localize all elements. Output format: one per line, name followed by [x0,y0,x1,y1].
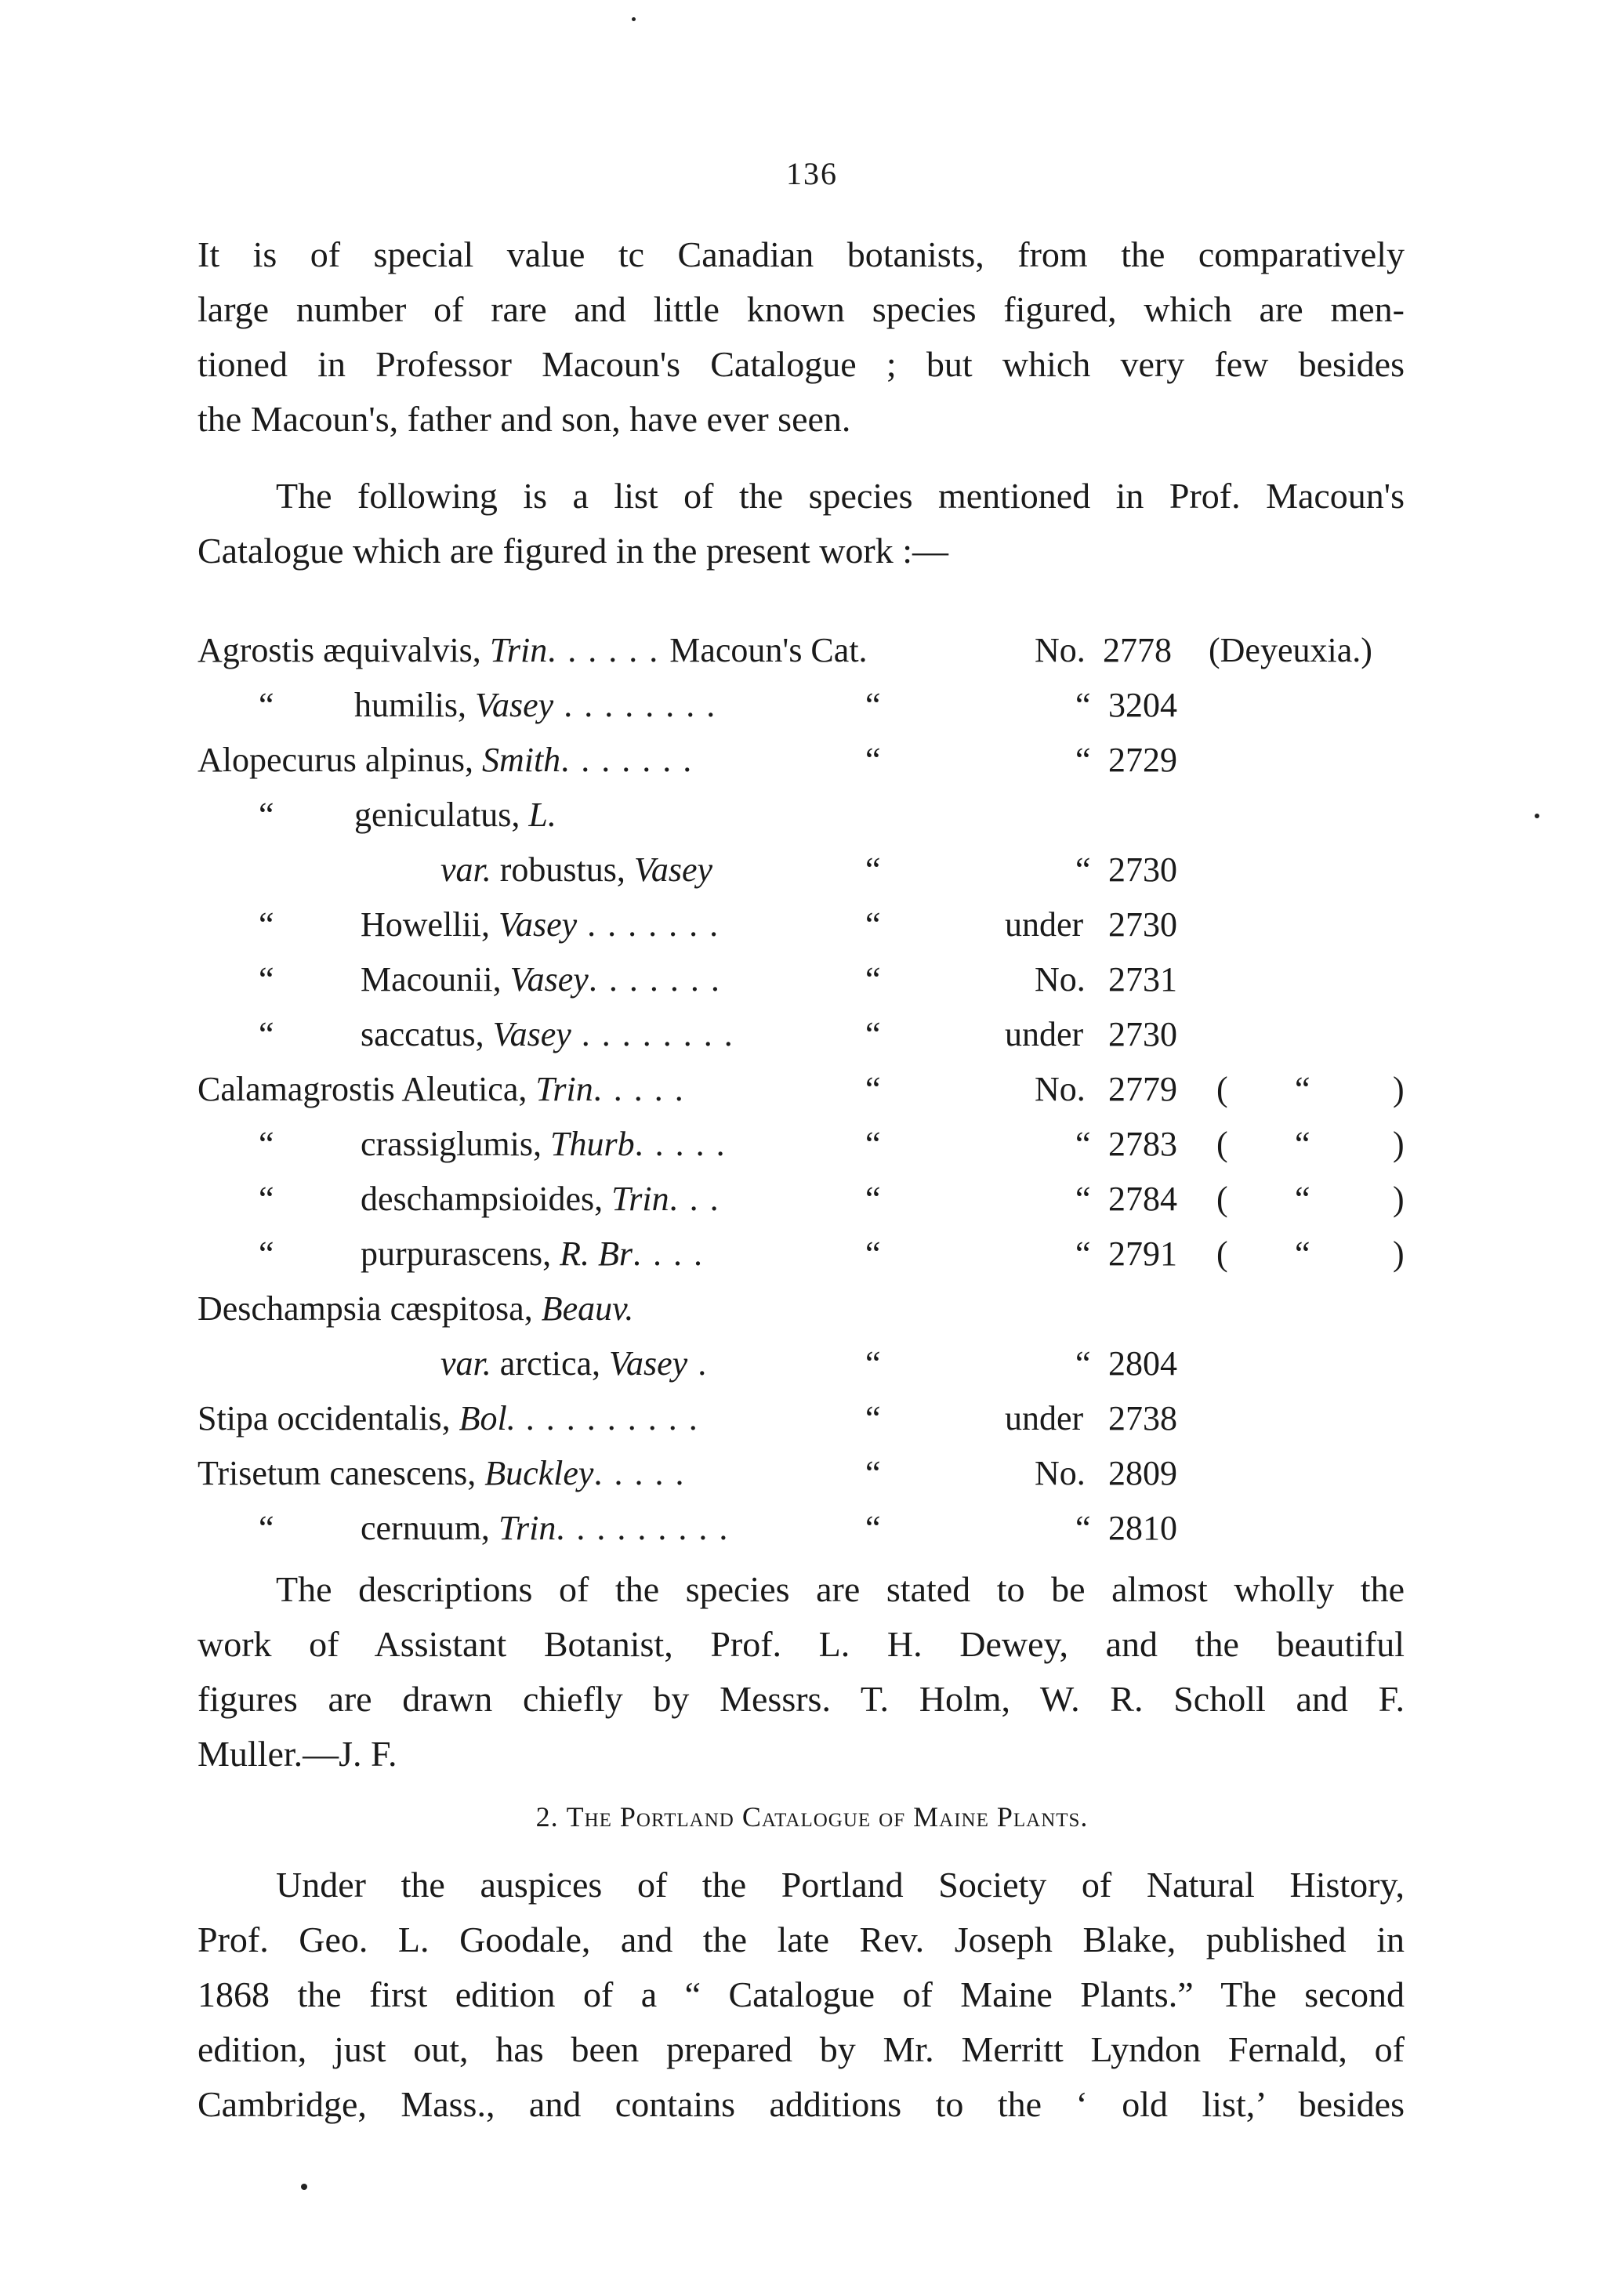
catalogue-number: 2730 [1108,905,1177,944]
ditto-mark: “ [1075,850,1091,889]
ditto-mark: “ [1295,1125,1310,1163]
paren-open: ( [1216,1234,1228,1273]
ditto-mark: “ [1075,1509,1091,1547]
catalogue-number: 2731 [1108,960,1177,999]
species-name: Trisetum canescens, Buckley. . . . . [198,1454,686,1492]
text-line: The descriptions of the species are stated to be almost wholly the [276,1569,1405,1609]
species-name: geniculatus, L. [354,796,556,834]
ink-speck [301,2184,307,2190]
ditto-mark: “ [1075,686,1091,724]
synonym-note: (Deyeuxia.) [1209,631,1372,669]
ditto-mark: “ [259,905,274,944]
number-prefix: under [1005,1399,1084,1437]
species-name: saccatus, Vasey . . . . . . . . [361,1015,734,1053]
list-item [198,788,1436,843]
list-item [198,897,1436,952]
ditto-mark: “ [259,1234,274,1273]
number-prefix: No. [1035,1454,1086,1492]
species-name: Agrostis æquivalvis, Trin. . . . . . Macoun's Cat. [198,631,868,669]
catalogue-number: 2730 [1108,850,1177,889]
text-line: the Macoun's, father and son, have ever seen. [198,399,851,439]
catalogue-number: 2804 [1108,1344,1177,1383]
ditto-mark: “ [1295,1070,1310,1108]
ink-speck [632,17,636,21]
list-item [198,1282,1436,1336]
number-prefix: under [1005,1015,1084,1053]
ditto-mark: “ [1295,1180,1310,1218]
list-item [198,1501,1436,1556]
list-item [198,1227,1436,1282]
paren-close: ) [1393,1180,1405,1218]
ditto-mark: “ [865,1399,881,1437]
paren-open: ( [1216,1125,1228,1163]
ditto-mark: “ [865,960,881,999]
species-name: Alopecurus alpinus, Smith. . . . . . . [198,741,694,779]
text-line: edition, just out, has been prepared by Mr. Merritt Lyndon Fernald, of [198,2029,1405,2069]
species-name: var. arctica, Vasey . [440,1344,709,1383]
paren-close: ) [1393,1070,1405,1108]
ditto-mark: “ [259,960,274,999]
ditto-mark: “ [865,1180,881,1218]
ditto-mark: “ [259,1125,274,1163]
ditto-mark: “ [1075,1344,1091,1383]
ditto-mark: “ [865,1070,881,1108]
ditto-mark: “ [865,1344,881,1383]
number-prefix: under [1005,905,1084,944]
ditto-mark: “ [259,1180,274,1218]
species-name: Deschampsia cæspitosa, Beauv. [198,1289,634,1328]
catalogue-number: 2791 [1108,1234,1177,1273]
species-name: crassiglumis, Thurb. . . . . [361,1125,727,1163]
ditto-mark: “ [865,1454,881,1492]
species-name: Stipa occidentalis, Bol. . . . . . . . . . [198,1399,699,1437]
ink-speck [1535,814,1539,818]
ditto-mark: “ [1075,741,1091,779]
ditto-mark: “ [1075,1125,1091,1163]
text-line: 1868 the first edition of a “ Catalogue of Maine Plants.” The second [198,1974,1405,2014]
ditto-mark: “ [1075,1180,1091,1218]
catalogue-number: 2778 [1103,631,1172,669]
ditto-mark: “ [1295,1234,1310,1273]
catalogue-number: 2810 [1108,1509,1177,1547]
list-item [198,843,1436,897]
ditto-mark: “ [259,1509,274,1547]
list-item [198,623,1436,678]
list-item [198,1172,1436,1227]
text-line: Muller.—J. F. [198,1734,397,1774]
ditto-mark: “ [865,850,881,889]
list-item [198,1391,1436,1446]
ditto-mark: “ [259,1015,274,1053]
page-number: 136 [786,156,838,191]
catalogue-number: 2729 [1108,741,1177,779]
text-line: The following is a list of the species mentioned in Prof. Macoun's [276,476,1405,516]
catalogue-number: 2730 [1108,1015,1177,1053]
list-item [198,952,1436,1007]
section-title: The Portland Catalogue of Maine Plants. [566,1801,1089,1833]
catalogue-number: 3204 [1108,686,1177,724]
paren-open: ( [1216,1180,1228,1218]
text-line: It is of special value tc Canadian botanists, from the comparatively [198,234,1405,274]
list-item [198,1446,1436,1501]
catalogue-number: 2738 [1108,1399,1177,1437]
ditto-mark: “ [865,1509,881,1547]
species-name: deschampsioides, Trin. . . [361,1180,720,1218]
species-name: purpurascens, R. Br. . . . [361,1234,705,1273]
text-line: tioned in Professor Macoun's Catalogue ; but which very few besides [198,344,1405,384]
number-label: No. [1035,631,1086,669]
species-name: Calamagrostis Aleutica, Trin. . . . . [198,1070,685,1108]
species-name: var. robustus, Vasey [440,850,713,889]
ditto-mark: “ [865,905,881,944]
text-line: Prof. Geo. L. Goodale, and the late Rev. Joseph Blake, published in [198,1920,1405,1960]
text-line: large number of rare and little known species figured, which are men- [198,289,1405,329]
ditto-mark: “ [865,1125,881,1163]
text-line: Cambridge, Mass., and contains additions to the ‘ old list,’ besides [198,2084,1405,2124]
list-item [198,1336,1436,1391]
ditto-mark: “ [865,686,881,724]
species-name: Macounii, Vasey. . . . . . . [361,960,721,999]
ditto-mark: “ [259,686,274,724]
number-prefix: No. [1035,960,1086,999]
ditto-mark: “ [865,741,881,779]
catalogue-number: 2783 [1108,1125,1177,1163]
ditto-mark: “ [865,1015,881,1053]
section-number: 2. [535,1801,559,1833]
species-name: humilis, Vasey . . . . . . . . [354,686,717,724]
paragraph-credits [198,1562,1405,1782]
catalogue-number: 2809 [1108,1454,1177,1492]
list-item [198,733,1436,788]
paren-open: ( [1216,1070,1228,1108]
paragraph-portland [198,1858,1405,2132]
species-name: cernuum, Trin. . . . . . . . . [361,1509,730,1547]
list-item [198,1007,1436,1062]
paragraph-list-intro [198,469,1405,578]
catalogue-number: 2779 [1108,1070,1177,1108]
text-line: work of Assistant Botanist, Prof. L. H. Dewey, and the beautiful [198,1624,1405,1664]
paragraph-intro [198,227,1405,447]
text-line: Under the auspices of the Portland Society of Natural History, [276,1865,1405,1905]
number-prefix: No. [1035,1070,1086,1108]
paren-close: ) [1393,1234,1405,1273]
paren-close: ) [1393,1125,1405,1163]
text-line: figures are drawn chiefly by Messrs. T. Holm, W. R. Scholl and F. [198,1679,1405,1719]
species-list [198,623,1436,1556]
species-name: Howellii, Vasey . . . . . . . [361,905,720,944]
list-item [198,678,1436,733]
ditto-mark: “ [865,1234,881,1273]
ditto-mark: “ [259,796,274,834]
catalogue-number: 2784 [1108,1180,1177,1218]
ditto-mark: “ [1075,1234,1091,1273]
text-line: Catalogue which are figured in the present work :— [198,531,949,571]
section-heading [0,1800,1624,1833]
list-item [198,1117,1436,1172]
list-item [198,1062,1436,1117]
